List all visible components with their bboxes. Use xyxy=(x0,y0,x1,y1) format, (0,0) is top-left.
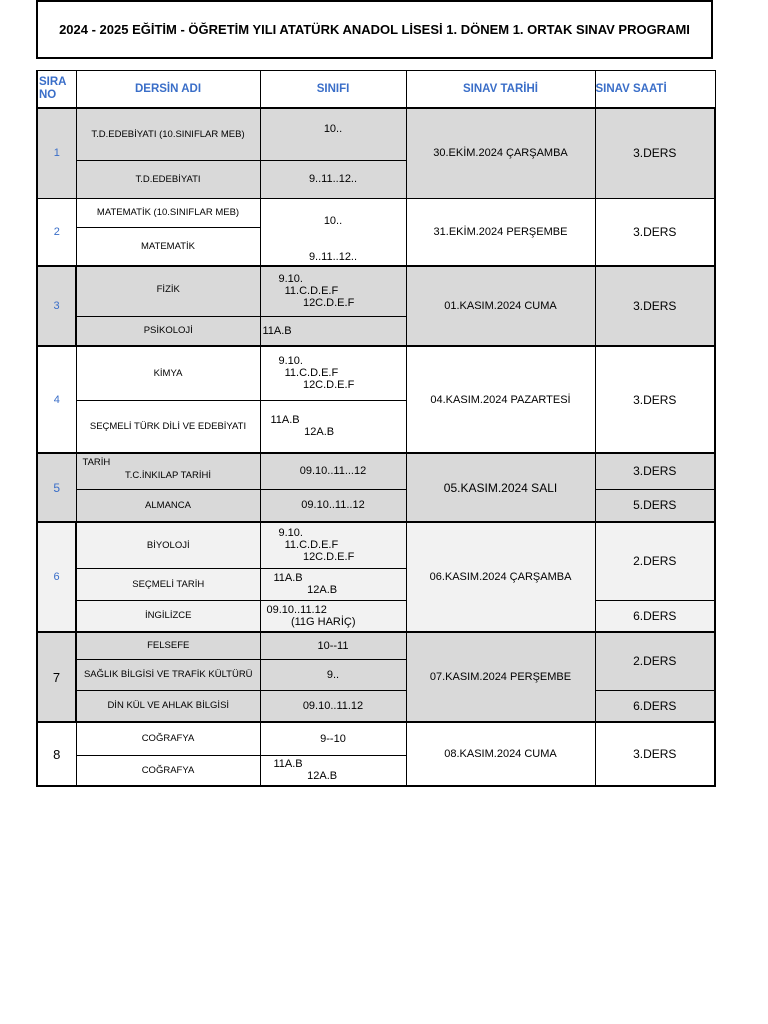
table-row xyxy=(37,198,715,227)
table-row xyxy=(37,722,715,755)
exam-date: 31.EKİM.2024 PERŞEMBE xyxy=(406,198,595,266)
header-row xyxy=(37,71,715,109)
course-name: KİMYA xyxy=(76,346,260,400)
course-name: T.C.İNKILAP TARİHİ xyxy=(124,469,212,481)
class-cell: 9..11..12.. xyxy=(260,160,406,198)
table-row xyxy=(37,108,715,160)
table-row xyxy=(37,346,715,400)
row-number: 8 xyxy=(37,722,76,786)
class-cell: 11A.B 12A.B xyxy=(260,400,406,453)
class-cell: 10.. xyxy=(260,198,406,227)
row-number: 2 xyxy=(37,198,76,266)
class-cell: 10--11 xyxy=(260,632,406,659)
exam-date: 06.KASIM.2024 ÇARŞAMBA xyxy=(406,522,595,632)
exam-time: 6.DERS xyxy=(595,690,715,722)
course-name: T.D.EDEBİYATI xyxy=(76,160,260,198)
row-number: 3 xyxy=(37,266,76,346)
course-prefix: TARİH xyxy=(82,457,111,468)
course-name: FELSEFE xyxy=(76,632,260,659)
exam-time: 3.DERS xyxy=(595,198,715,266)
class-cell: 09.10..11.12 (11G HARİÇ) xyxy=(260,600,406,632)
course-name: PSİKOLOJİ xyxy=(76,316,260,346)
exam-date: 07.KASIM.2024 PERŞEMBE xyxy=(406,632,595,722)
course-name: MATEMATİK (10.SINIFLAR MEB) xyxy=(76,198,260,227)
course-name: T.D.EDEBİYATI (10.SINIFLAR MEB) xyxy=(76,108,260,160)
exam-time: 6.DERS xyxy=(595,600,715,632)
exam-date: 30.EKİM.2024 ÇARŞAMBA xyxy=(406,108,595,198)
class-cell: 09.10..11..12 xyxy=(260,489,406,522)
header-sinifi: SINIFI xyxy=(260,71,406,109)
course-name: FİZİK xyxy=(76,266,260,316)
row-number: 1 xyxy=(37,108,76,198)
table-row xyxy=(37,489,715,522)
exam-time: 3.DERS xyxy=(595,453,715,489)
header-sira-no: SIRA NO xyxy=(37,71,76,109)
exam-time: 3.DERS xyxy=(595,108,715,198)
class-cell: 09.10..11...12 xyxy=(260,453,406,489)
table-row xyxy=(37,600,715,632)
exam-time: 3.DERS xyxy=(595,346,715,453)
class-cell: 11A.B xyxy=(260,316,406,346)
row-number: 4 xyxy=(37,346,76,453)
course-name: SEÇMELİ TARİH xyxy=(76,568,260,600)
class-cell: 11A.B 12A.B xyxy=(260,755,406,786)
header-sinav-saati: SINAV SAATİ xyxy=(595,71,715,109)
course-name: ALMANCA xyxy=(76,489,260,522)
course-name: COĞRAFYA xyxy=(76,722,260,755)
course-name: İNGİLİZCE xyxy=(76,600,260,632)
course-name: MATEMATİK xyxy=(76,227,260,266)
exam-time: 3.DERS xyxy=(595,266,715,346)
row-number: 7 xyxy=(37,632,76,722)
class-cell: 9.10. 11.C.D.E.F 12C.D.E.F xyxy=(260,266,406,316)
exam-date: 01.KASIM.2024 CUMA xyxy=(406,266,595,346)
exam-schedule-table xyxy=(36,70,716,787)
exam-time: 2.DERS xyxy=(595,522,715,600)
class-cell: 9--10 xyxy=(260,722,406,755)
row-number: 6 xyxy=(37,522,76,632)
course-name-cell xyxy=(76,453,260,489)
class-cell: 11A.B 12A.B xyxy=(260,568,406,600)
table-row xyxy=(37,690,715,722)
class-cell: 10.. xyxy=(260,108,406,160)
table-row xyxy=(37,522,715,568)
exam-date: 08.KASIM.2024 CUMA xyxy=(406,722,595,786)
course-name: BİYOLOJİ xyxy=(76,522,260,568)
exam-date: 05.KASIM.2024 SALI xyxy=(406,453,595,522)
table-row xyxy=(37,453,715,489)
exam-date: 04.KASIM.2024 PAZARTESİ xyxy=(406,346,595,453)
row-number: 5 xyxy=(37,453,76,522)
exam-time: 2.DERS xyxy=(595,632,715,690)
exam-time: 3.DERS xyxy=(595,722,715,786)
course-name: SEÇMELİ TÜRK DİLİ VE EDEBİYATI xyxy=(76,400,260,453)
course-name: COĞRAFYA xyxy=(76,755,260,786)
course-name: SAĞLIK BİLGİSİ VE TRAFİK KÜLTÜRÜ xyxy=(76,659,260,690)
table-row xyxy=(37,632,715,659)
class-cell: 9.10. 11.C.D.E.F 12C.D.E.F xyxy=(260,346,406,400)
class-cell: 09.10..11.12 xyxy=(260,690,406,722)
class-cell: 9.10. 11.C.D.E.F 12C.D.E.F xyxy=(260,522,406,568)
table-row xyxy=(37,266,715,316)
course-name: DİN KÜL VE AHLAK BİLGİSİ xyxy=(76,690,260,722)
class-cell: 9.. xyxy=(260,659,406,690)
exam-time: 5.DERS xyxy=(595,489,715,522)
class-cell: 9..11..12.. xyxy=(260,227,406,266)
page-title: 2024 - 2025 EĞİTİM - ÖĞRETİM YILI ATATÜRK ANADOL LİSESİ 1. DÖNEM 1. ORTAK SINAV PROGRAMI xyxy=(36,0,713,59)
header-ders-adi: DERSİN ADI xyxy=(76,71,260,109)
header-sinav-tarihi: SINAV TARİHİ xyxy=(406,71,595,109)
